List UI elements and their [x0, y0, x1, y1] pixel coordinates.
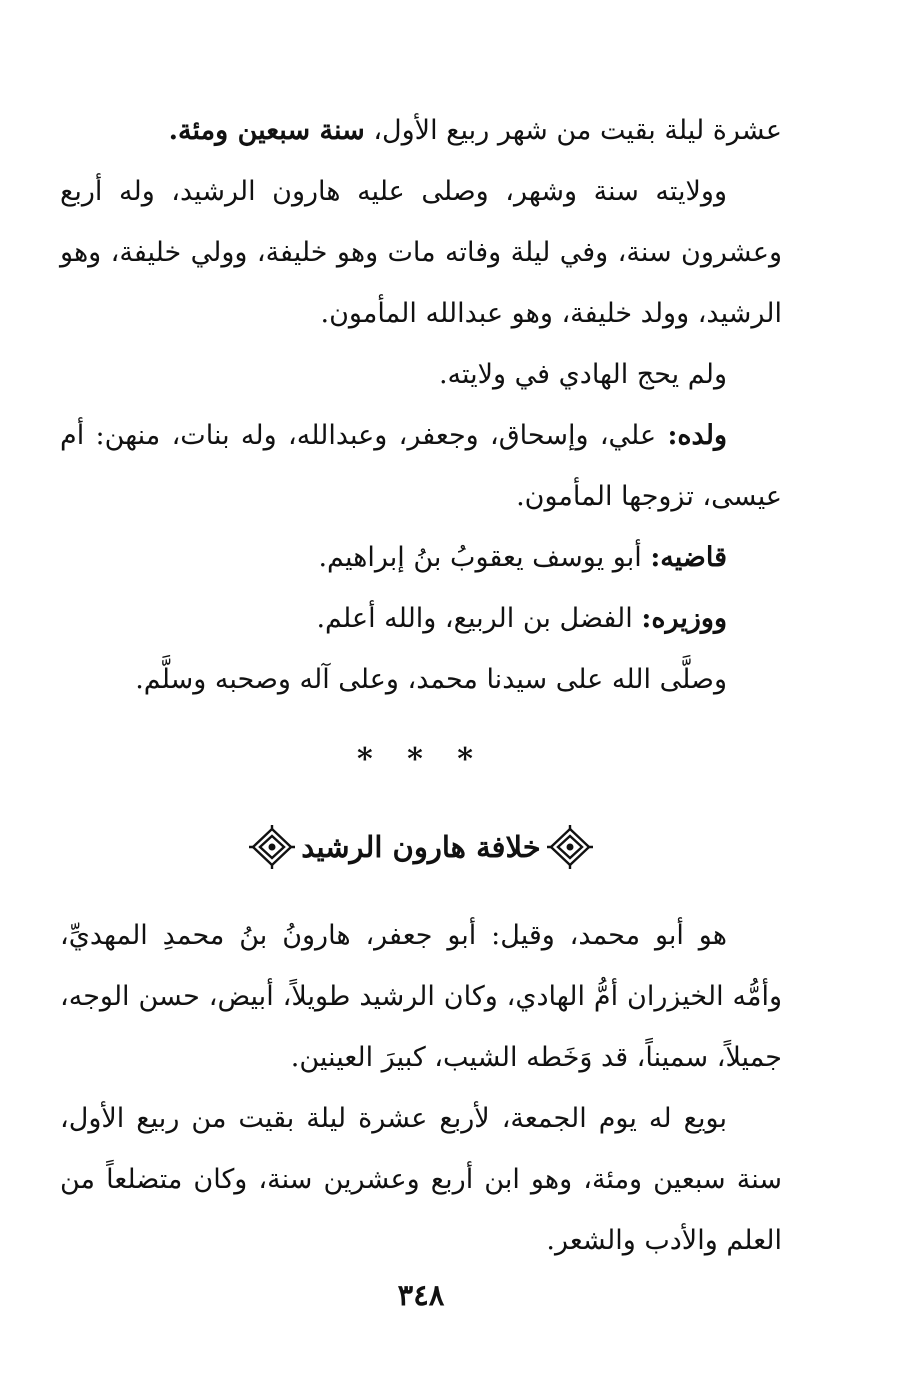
judge-text: أبو يوسف يعقوبُ بنُ إبراهيم.	[318, 542, 651, 573]
reign-paragraph: وولايته سنة وشهر، وصلى عليه هارون الرشيد، وله أربع وعشرون سنة، وفي ليلة وفاته مات وهو خليفة، وولي خليفة، وهو الرشيد، وولد خليفة، وهو عبدالله المأمون.	[60, 176, 782, 329]
hajj-paragraph: ولم يحج الهادي في ولايته.	[438, 359, 727, 390]
year-phrase: سنة سبعين ومئة.	[168, 115, 365, 146]
children-text: علي، وإسحاق، وجعفر، وعبدالله، وله بنات، منهن: أم عيسى، تزوجها المأمون.	[60, 420, 782, 512]
continuation-line	[60, 100, 782, 161]
children-paragraph	[60, 405, 782, 527]
children-label: ولده:	[667, 420, 727, 451]
book-page	[60, 100, 782, 1340]
vizier-paragraph	[60, 588, 782, 649]
judge-label: قاضيه:	[650, 542, 727, 573]
section-separator: * * *	[357, 742, 485, 777]
description-paragraph: هو أبو محمد، وقيل: أبو جعفر، هارونُ بنُ محمدِ المهديِّ، وأمُّه الخيزران أمُّ الهادي، وكان الرشيد طويلاً، أبيض، حسن الوجه، جميلاً، سميناً، قد وَخَطه الشيب، كبيرَ العينين.	[60, 920, 782, 1073]
section-title: خلافة هارون الرشيد	[301, 830, 541, 864]
closing-prayer: وصلَّى الله على سيدنا محمد، وعلى آله وصحبه وسلَّم.	[135, 664, 727, 695]
vizier-text: الفضل بن الربيع، والله أعلم.	[316, 603, 642, 634]
judge-paragraph	[60, 527, 782, 588]
section-heading	[60, 815, 782, 879]
page-number: ٣٤٨	[397, 1278, 445, 1312]
ornament-icon	[249, 825, 295, 869]
ornament-icon	[547, 825, 593, 869]
vizier-label: ووزيره:	[641, 603, 727, 634]
continuation-text: عشرة ليلة بقيت من شهر ربيع الأول،	[364, 115, 782, 146]
allegiance-paragraph: بويع له يوم الجمعة، لأربع عشرة ليلة بقيت من ربيع الأول، سنة سبعين ومئة، وهو ابن أربع وعشرين سنة، وكان متضلعاً من العلم والأدب والشعر.	[60, 1103, 782, 1256]
